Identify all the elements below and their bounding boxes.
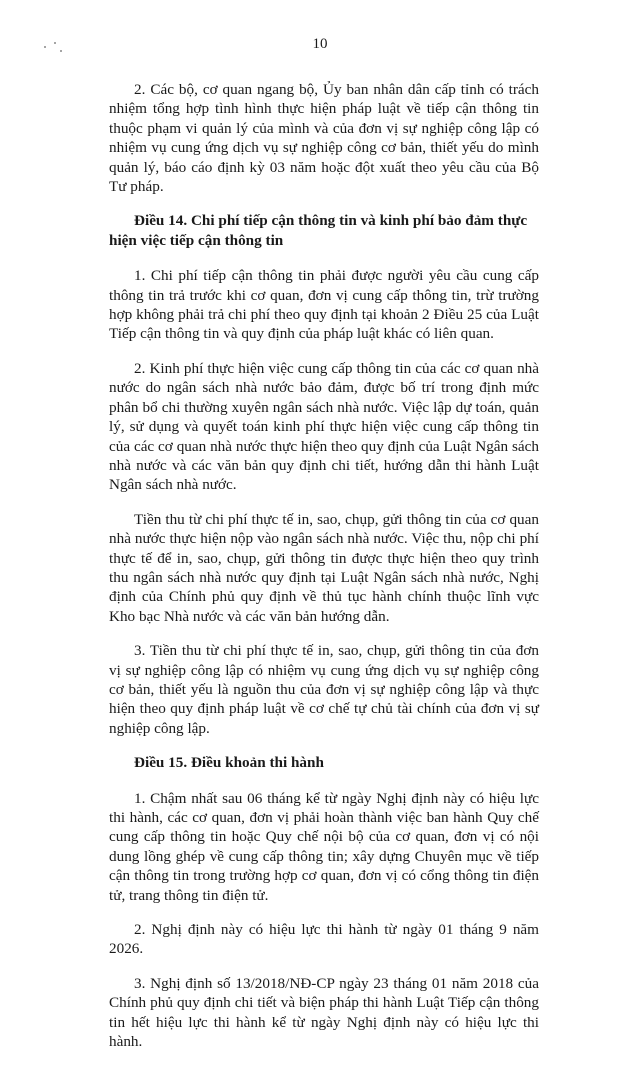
page-number: 10: [312, 36, 328, 52]
article-14-clause-1: 1. Chi phí tiếp cận thông tin phải được người yêu cầu cung cấp thông tin trả trước khi cơ quan, đơn vị cung cấp thông tin, trừ trường hợp không phải trả chi phí theo quy định tại khoản 2 Điều 25 của Luật Tiếp cận thông tin và quy định của pháp luật khác có liên quan.: [109, 267, 539, 343]
article-14-clause-2-continued: Tiền thu từ chi phí thực tế in, sao, chụp, gửi thông tin của cơ quan nhà nước thực hiện nộp vào ngân sách nhà nước. Việc thu, nộp chi phí thực tế để in, sao, chụp, gửi thông tin được thực hiện theo quy trình thu ngân sách nhà nước quy định tại Luật Ngân sách nhà nước, Nghị định của Chính phủ quy định về thủ tục hành chính thuộc lĩnh vực Kho bạc Nhà nước và các văn bản hướng dẫn.: [109, 510, 539, 625]
document-body: [109, 80, 539, 1066]
article-15-clause-3: 3. Nghị định số 13/2018/NĐ-CP ngày 23 tháng 01 năm 2018 của Chính phủ quy định chi tiết và biện pháp thi hành Luật Tiếp cận thông tin hết hiệu lực thi hành kể từ ngày Nghị định này có hiệu lực thi hành.: [109, 974, 539, 1051]
article-14-heading: Điều 14. Chi phí tiếp cận thông tin và kinh phí bảo đảm thực hiện việc tiếp cận thông tin: [109, 212, 528, 249]
article-15-heading: Điều 15. Điều khoản thi hành: [134, 754, 324, 772]
article-14-clause-2: 2. Kinh phí thực hiện việc cung cấp thông tin của các cơ quan nhà nước do ngân sách nhà nước bảo đảm, được bố trí trong định mức phân bổ chi thường xuyên ngân sách nhà nước. Việc lập dự toán, quản lý, sử dụng và quyết toán kinh phí thực hiện việc cung cấp thông tin của các cơ quan nhà nước thực hiện theo quy định của Luật Ngân sách nhà nước và các văn bản quy định chi tiết, hướng dẫn thi hành Luật Ngân sách nhà nước.: [109, 359, 539, 494]
paragraph-2-reporting: 2. Các bộ, cơ quan ngang bộ, Ủy ban nhân dân cấp tỉnh có trách nhiệm tổng hợp tình hình thực hiện pháp luật về tiếp cận thông tin thuộc phạm vi quản lý của mình và của đơn vị sự nghiệp công lập có nhiệm vụ cung ứng dịch vụ sự nghiệp công cơ bản, thiết yếu do mình quản lý, báo cáo định kỳ 03 năm hoặc đột xuất theo yêu cầu của Bộ Tư pháp.: [109, 81, 539, 196]
article-15-clause-1: 1. Chậm nhất sau 06 tháng kể từ ngày Nghị định này có hiệu lực thi hành, các cơ quan, đơn vị phải hoàn thành việc ban hành Quy chế cung cấp thông tin hoặc Quy chế nội bộ của cơ quan, đơn vị có nội dung lồng ghép về cung cấp thông tin; xây dựng Chuyên mục về tiếp cận thông tin trong trường hợp cơ quan, đơn vị có cổng thông tin điện tử, trang thông tin điện tử.: [109, 789, 539, 904]
article-14-clause-3: 3. Tiền thu từ chi phí thực tế in, sao, chụp, gửi thông tin của đơn vị sự nghiệp công lập có nhiệm vụ cung ứng dịch vụ sự nghiệp công cơ bản, thiết yếu là nguồn thu của đơn vị sự nghiệp công lập và thực hiện theo quy định pháp luật về cơ chế tự chủ tài chính của đơn vị sự nghiệp công lập.: [109, 642, 539, 737]
article-15-clause-2: 2. Nghị định này có hiệu lực thi hành từ ngày 01 tháng 9 năm 2026.: [109, 921, 539, 958]
